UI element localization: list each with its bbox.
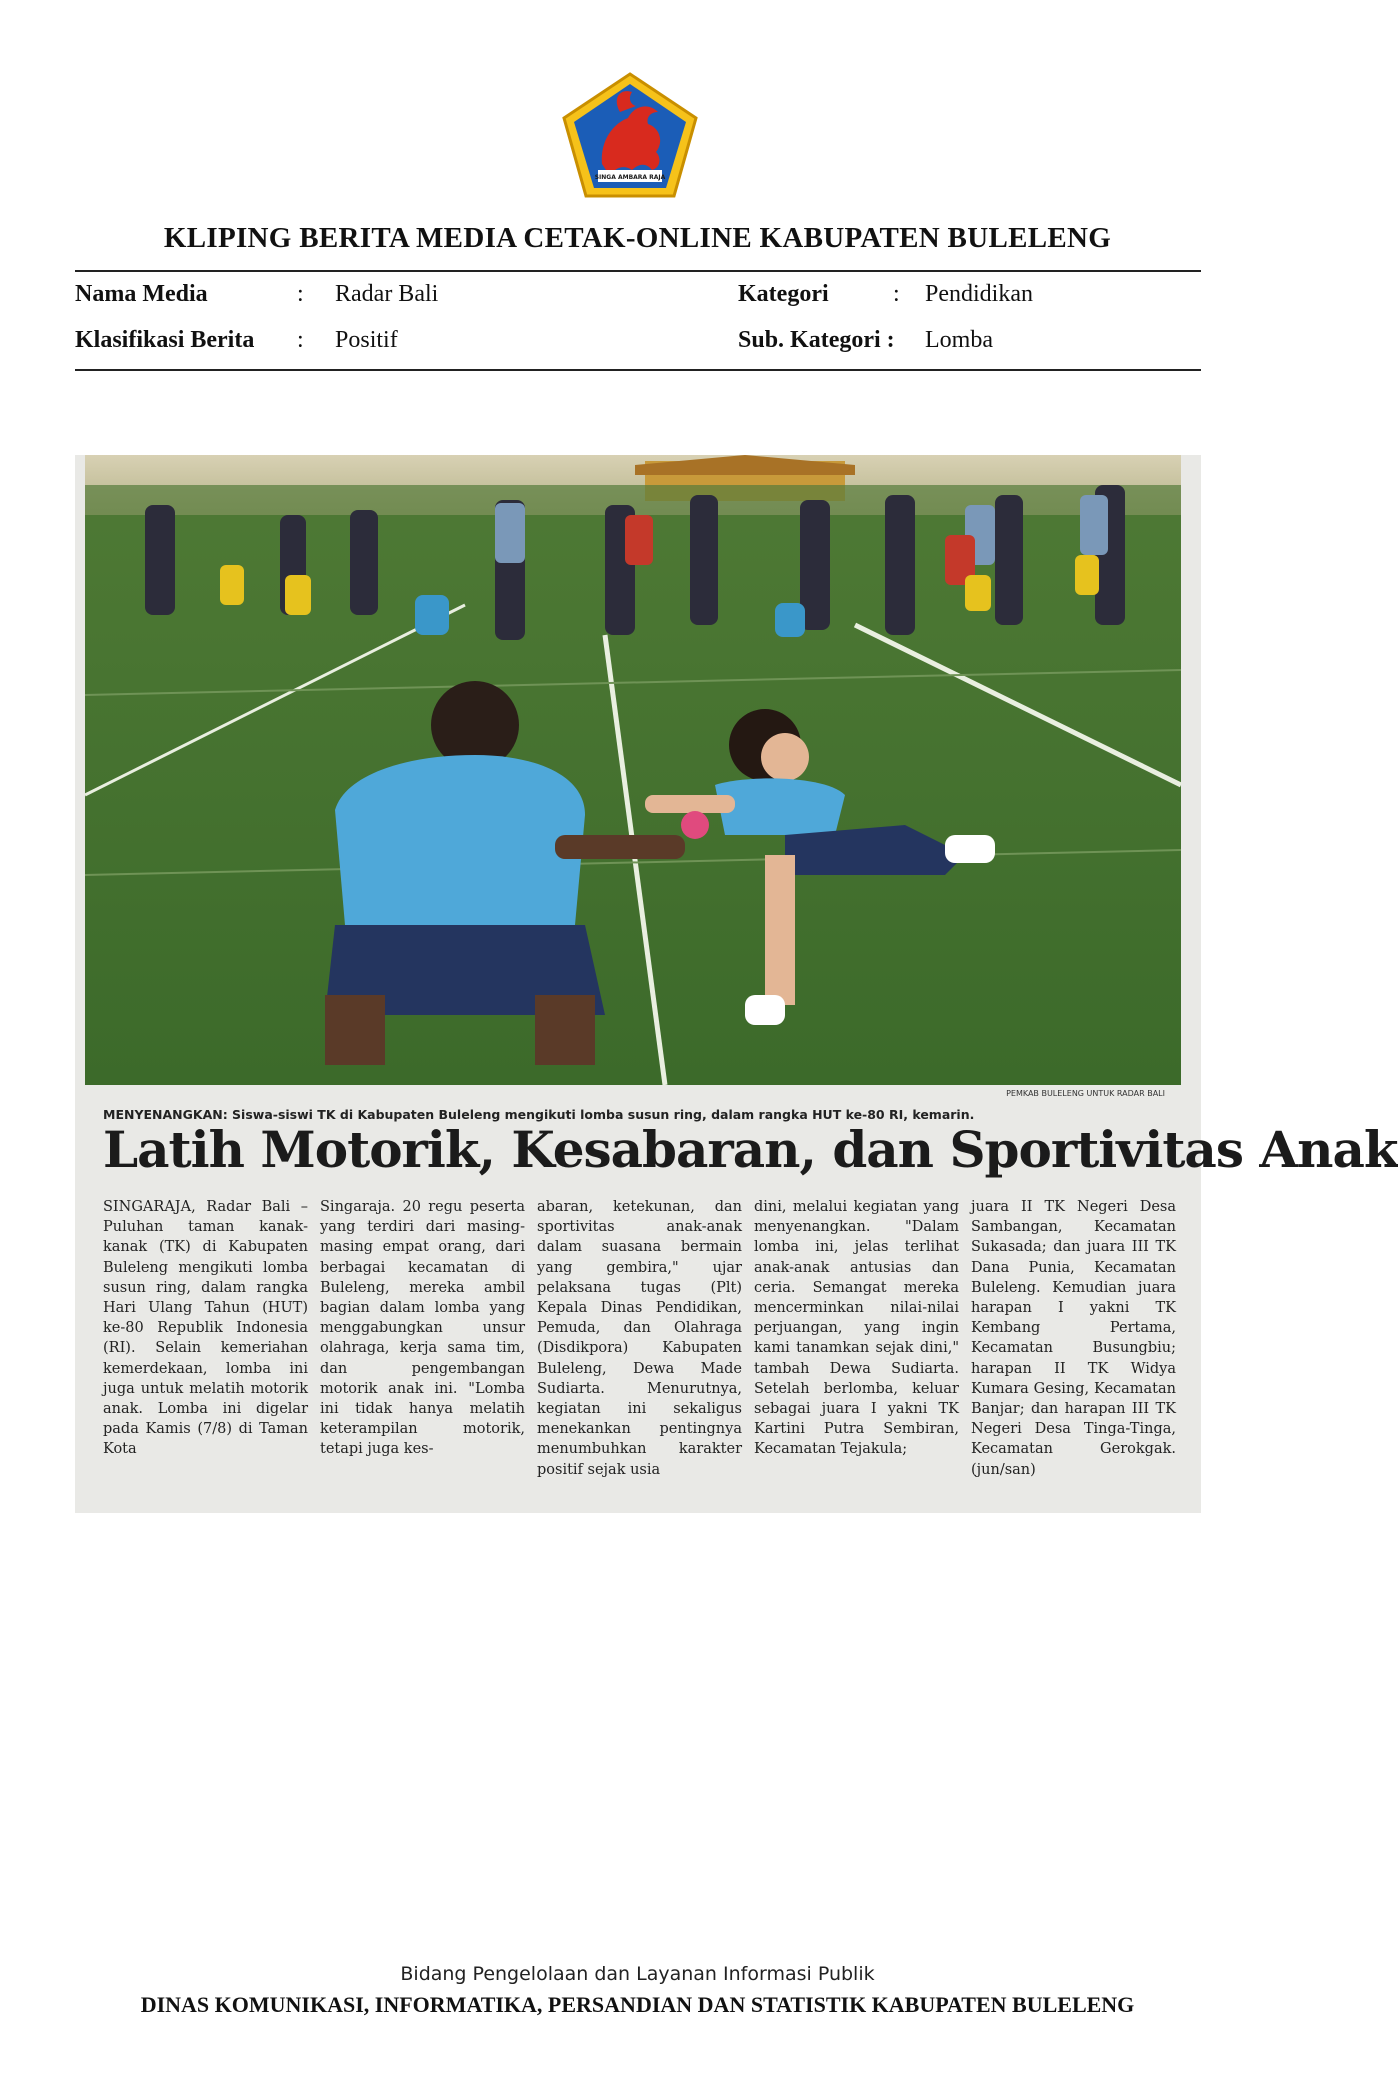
meta-row-1 xyxy=(75,281,1201,311)
article-column-4: dini, melalui kegiatan yang menyenangkan. "Dalam lomba ini, jelas terlihat anak-anak antusias dan ceria. Semangat mereka mencerminkan nilai-nilai perjuangan, yang ingin kami tanamkan sejak dini," tambah Dewa Sudiarta. Setelah berlomba, keluar sebagai juara I yakni TK Kartini Putra Sembiran, Kecamatan Tejakula; xyxy=(754,1199,959,1458)
newspaper-clipping xyxy=(75,455,1398,1513)
photo-caption: MENYENANGKAN: Siswa-siswi TK di Kabupaten Buleleng mengikuti lomba susun ring, dalam rangka HUT ke-80 RI, kemarin. xyxy=(103,1107,975,1122)
kategori-colon: : xyxy=(893,281,900,307)
nama-media-value: Radar Bali xyxy=(335,281,439,307)
footer-agency: DINAS KOMUNIKASI, INFORMATIKA, PERSANDIAN DAN STATISTIK KABUPATEN BULELENG xyxy=(140,1992,1135,2017)
footer-division: Bidang Pengelolaan dan Layanan Informasi Publik xyxy=(400,1963,875,1985)
buleleng-emblem-logo xyxy=(562,72,699,198)
sub-kategori-value: Lomba xyxy=(925,327,993,353)
klasifikasi-value: Positif xyxy=(335,327,398,353)
nama-media-colon: : xyxy=(297,281,304,307)
nama-media-label: Nama Media xyxy=(75,281,208,307)
klasifikasi-colon: : xyxy=(297,327,304,353)
article-column-1: SINGARAJA, Radar Bali – Puluhan taman kanak-kanak (TK) di Kabupaten Buleleng mengikuti lomba susun ring, dalam rangka Hari Ulang Tahun (HUT) ke-80 Republik Indonesia (RI). Selain kemeriahan kemerdekaan, lomba ini juga untuk melatih motorik anak. Lomba ini digelar pada Kamis (7/8) di Taman Kota xyxy=(103,1199,308,1458)
article-column-3: abaran, ketekunan, dan sportivitas anak-anak dalam suasana bermain yang gembira," ujar pelaksana tugas (Plt) Kepala Dinas Pendidikan, Pemuda, dan Olahraga (Disdikpora) Kabupaten Buleleng, Dewa Made Sudiarta. Menurutnya, kegiatan ini sekaligus menekankan pentingnya menumbuhkan karakter positif sejak usia xyxy=(537,1199,742,1478)
kategori-label: Kategori xyxy=(738,281,829,307)
header-divider xyxy=(75,270,1201,272)
kategori-value: Pendidikan xyxy=(925,281,1033,307)
page-title: KLIPING BERITA MEDIA CETAK-ONLINE KABUPATEN BULELENG xyxy=(163,222,1112,254)
article-column-2: Singaraja. 20 regu peserta yang terdiri dari masing-masing empat orang, dari berbagai kecamatan di Buleleng, mereka ambil bagian dalam lomba yang menggabungkan unsur olahraga, kerja sama tim, dan pengembangan motorik anak ini. "Lomba ini tidak hanya melatih keterampilan motorik, tetapi juga kes- xyxy=(320,1199,525,1458)
news-photo xyxy=(85,455,1181,1085)
meta-row-2 xyxy=(75,327,1201,357)
sub-kategori-label: Sub. Kategori : xyxy=(738,327,895,353)
article-headline: Latih Motorik, Kesabaran, dan Sportivitas Anak xyxy=(103,1120,1398,1179)
meta-divider xyxy=(75,369,1201,371)
photo-credit: PEMKAB BULELENG UNTUK RADAR BALI xyxy=(1006,1089,1165,1098)
emblem-motto: SINGA AMBARA RAJA xyxy=(594,174,666,181)
klasifikasi-label: Klasifikasi Berita xyxy=(75,327,255,353)
article-column-5: juara II TK Negeri Desa Sambangan, Kecamatan Sukasada; dan juara III TK Dana Punia, Kecamatan Buleleng. Kemudian juara harapan I yakni TK Kembang Pertama, Kecamatan Busungbiu; harapan II TK Widya Kumara Gesing, Kecamatan Banjar; dan harapan III TK Negeri Desa Tinga-Tinga, Kecamatan Gerokgak. (jun/san) xyxy=(971,1199,1176,1478)
